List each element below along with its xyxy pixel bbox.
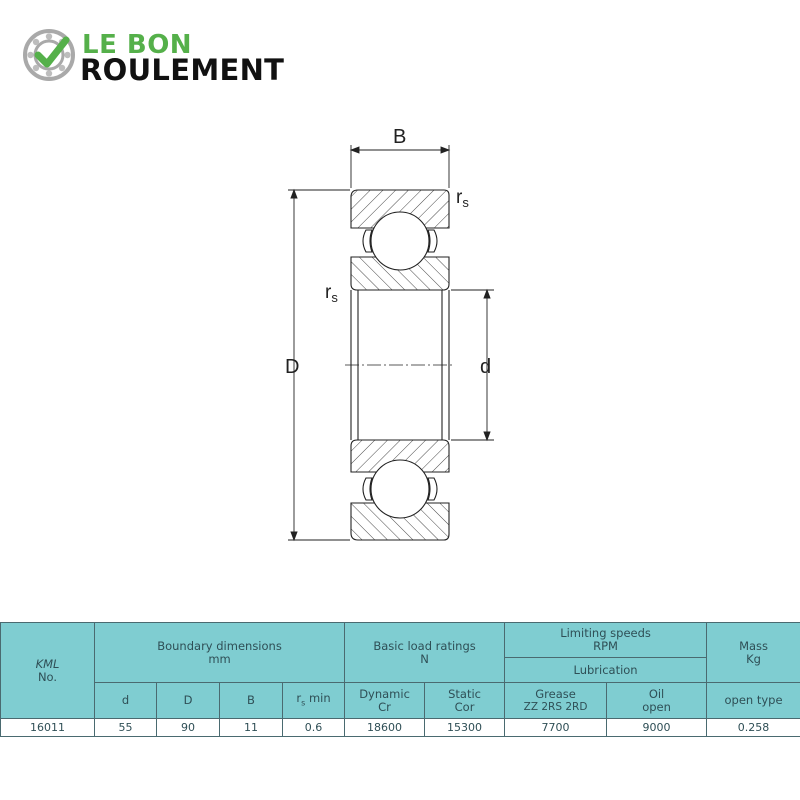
header-mass-label: Mass [739, 638, 769, 653]
header-col-D: D [157, 683, 220, 719]
header-kml: KML [35, 656, 60, 671]
header-mass-unit: Kg [746, 651, 761, 666]
header-speed-unit: RPM [593, 639, 618, 653]
header-col-dynamic: Dynamic Cr [345, 683, 425, 719]
brand-line-2: ROULEMENT [80, 53, 285, 87]
cell-B: 11 [220, 719, 283, 737]
dim-label-D: D [285, 356, 300, 378]
dim-label-d: d [480, 356, 492, 378]
dim-label-rs-left: $r_s$ [325, 282, 338, 305]
header-col-grease: Grease ZZ 2RS 2RD [505, 683, 607, 719]
header-no: No. [37, 669, 58, 684]
header-col-B: B [220, 683, 283, 719]
dim-label-rs-top: $r_s$ [456, 187, 469, 210]
header-boundary-label: Boundary dimensions [157, 638, 282, 653]
header-load-label: Basic load ratings [373, 638, 476, 653]
header-col-d: d [95, 683, 157, 719]
brand-line-1: LE BON [82, 30, 193, 60]
cell-cr: 18600 [345, 719, 425, 737]
header-col-static: Static Cor [425, 683, 505, 719]
cell-grease: 7700 [505, 719, 607, 737]
header-col-mass-type: open type [707, 683, 800, 719]
header-lubrication: Lubrication [505, 658, 707, 683]
header-boundary-dimensions [95, 623, 345, 683]
header-col-rs-min: $r_s$ min [283, 683, 345, 719]
cell-rs: 0.6 [283, 719, 345, 737]
cell-oil: 9000 [607, 719, 707, 737]
header-basic-load-ratings [345, 623, 505, 683]
cell-no: 16011 [1, 719, 95, 737]
specification-table [0, 622, 800, 737]
table-row [1, 719, 800, 737]
header-mass [707, 623, 800, 683]
cell-D: 90 [157, 719, 220, 737]
header-limiting-speeds [505, 623, 707, 658]
header-load-unit: N [420, 651, 429, 666]
cell-mass: 0.258 [707, 719, 800, 737]
header-boundary-unit: mm [208, 651, 231, 666]
cell-d: 55 [95, 719, 157, 737]
dim-label-B: B [393, 126, 407, 148]
header-kml-no [1, 623, 95, 719]
header-speed-label: Limiting speeds [560, 626, 651, 640]
cell-cor: 15300 [425, 719, 505, 737]
header-col-oil: Oil open [607, 683, 707, 719]
